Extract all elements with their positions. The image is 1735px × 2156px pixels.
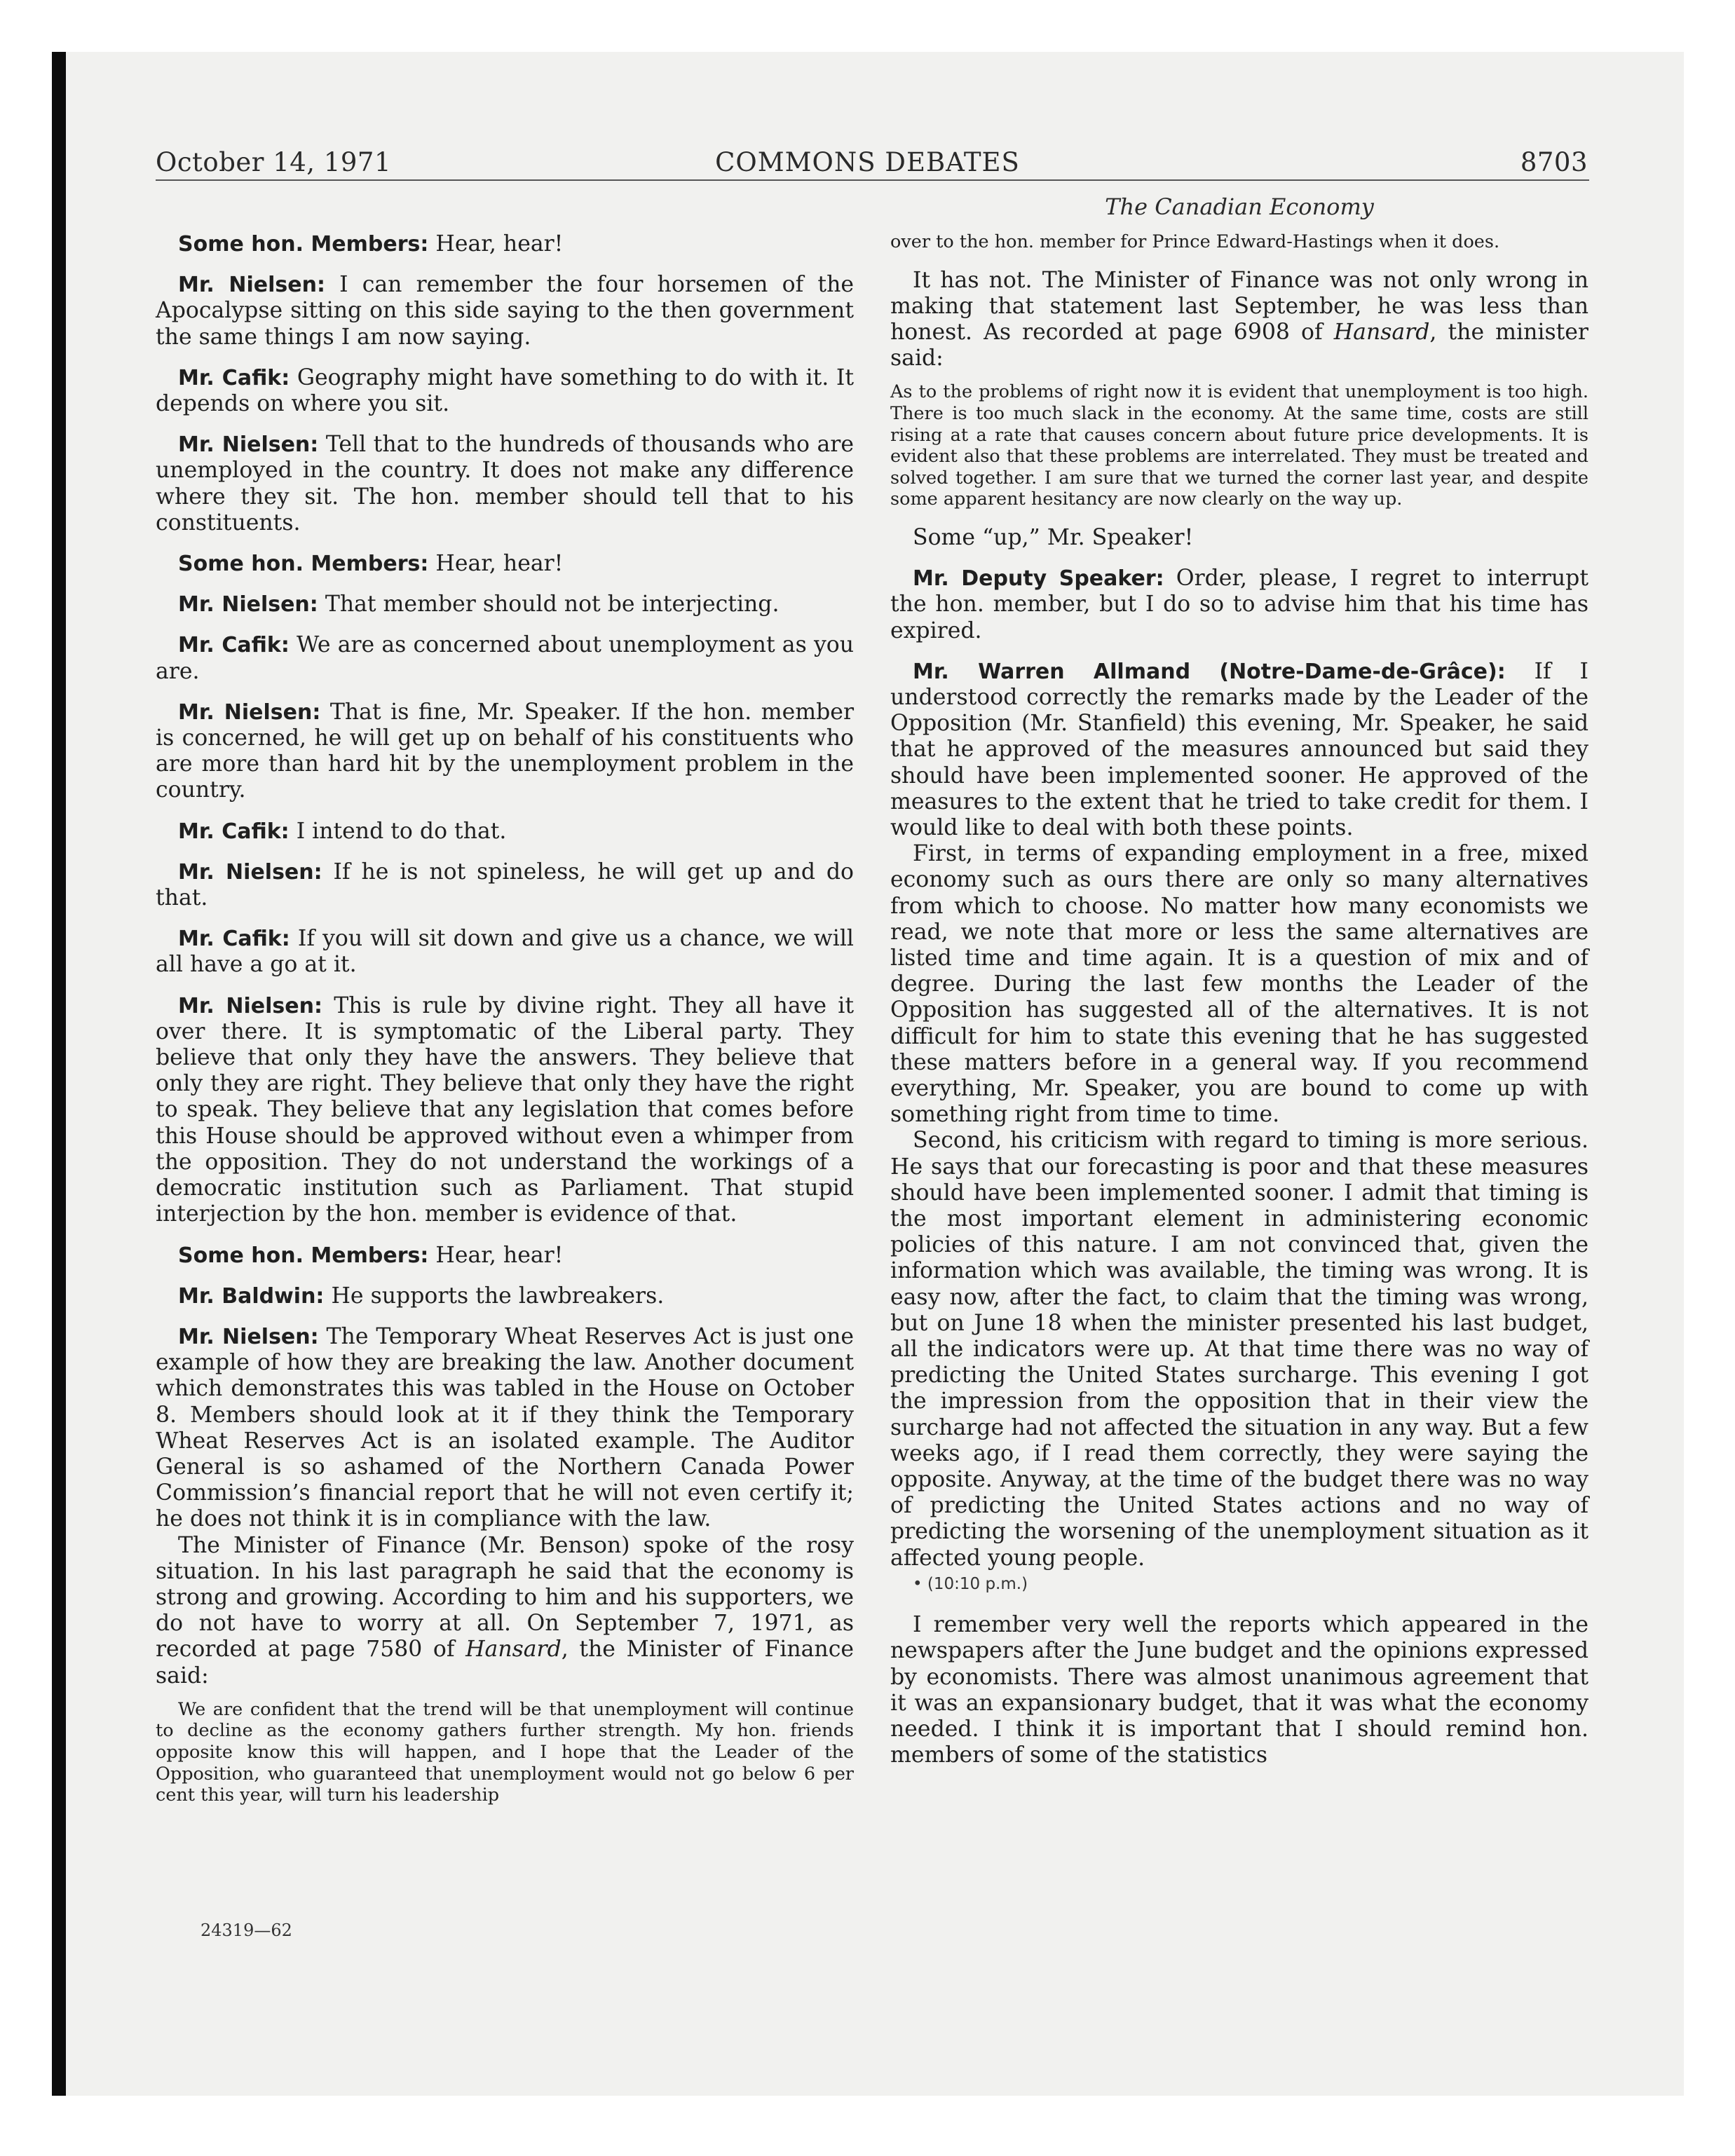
hansard-italic: Hansard	[465, 1637, 562, 1663]
speech-paragraph	[890, 659, 1588, 841]
section-title: The Canadian Economy	[1105, 193, 1374, 220]
speaker-name: Mr. Nielsen:	[178, 700, 321, 725]
body-paragraph: First, in terms of expanding employment in a free, mixed economy such as ours there are only so many alternatives from which to choose. No matter how many economists we read, we note that more or less the same alternatives are listed time and time again. It is a question of mix and of degree. During the last few months the Leader of the Opposition has suggested all of the alternatives. It is not difficult for him to state this evening that he has suggested these matters before in a general way. If you recommend everything, Mr. Speaker, you are bound to come up with something right from time to time.	[890, 841, 1588, 1128]
body-paragraph: Second, his criticism with regard to timing is more serious. He says that our forecasting is poor and that these measures should have been implemented sooner. I admit that timing is the most important element in administering economic policies of this nature. I am not convinced that, given the information which was available, the timing was wrong. It is easy now, after the fact, to claim that the timing was wrong, but on June 18 when the minister presented his last budget, all the indicators were up. At that time there was no way of predicting the United States surcharge. This evening I got the impression from the opposition that in their view the surcharge had not affected the situation in any way. But a few weeks ago, if I read them correctly, they were saying the opposite. Anyway, at the time of the budget there was no way of predicting the United States actions and no way of predicting the worsening of the unemployment situation as it affected young people.	[890, 1128, 1588, 1571]
speaker-name: Mr. Cafik:	[178, 365, 290, 390]
speech-text: I intend to do that.	[296, 818, 507, 844]
speech-paragraph	[156, 432, 854, 536]
speech-text: This is rule by divine right. They all have it over there. It is symptomatic of the Liberal party. They believe that only they have the answers. They believe that only they are right. They believe that only they have the right to speak. They believe that any legislation that comes before this House should be approved without even a whimper from the opposition. They do not understand the workings of a democratic institution such as Parliament. That stupid interjection by the hon. member is evidence of that.	[156, 992, 854, 1227]
speaker-name: Mr. Nielsen:	[178, 1324, 319, 1349]
speaker-name: Mr. Nielsen:	[178, 432, 319, 458]
speech-text: Order, please, I regret to interrupt the hon. member, but I do so to advise him that his time has expired.	[890, 566, 1588, 643]
quoted-statement-continued: over to the hon. member for Prince Edward-Hastings when it does.	[890, 231, 1500, 252]
speech-text: If I understood correctly the remarks made by the Leader of the Opposition (Mr. Stanfield) this evening, Mr. Speaker, he said that he approved of the measures announced but said they should have been implemented sooner. He approved of the measures to the extent that he tried to take credit for them. I would like to deal with both these points.	[890, 658, 1588, 840]
speech-text: The Temporary Wheat Reserves Act is just one example of how they are breaking the law. Another document which demonstrates this was tabled in the House on October 8. Members should look at it if they think the Temporary Wheat Reserves Act is an isolated example. The Auditor General is so ashamed of the Northern Canada Power Commission’s financial report that he will not even certify it; he does not think it is in compliance with the law.	[156, 1323, 855, 1532]
body-paragraph: Some “up,” Mr. Speaker!	[913, 524, 1194, 550]
speech-paragraph	[890, 566, 1588, 644]
speech-paragraph	[156, 859, 854, 911]
speaker-name: Mr. Nielsen:	[178, 993, 322, 1018]
speech-paragraph	[156, 632, 854, 684]
speech-paragraph	[156, 365, 854, 417]
binding-edge	[52, 52, 66, 2096]
speech-paragraph	[156, 231, 854, 257]
right-column	[890, 231, 1588, 1783]
speaker-name: Mr. Nielsen:	[178, 592, 318, 618]
speech-paragraph	[156, 1243, 854, 1269]
speech-text: Hear, hear!	[435, 231, 564, 257]
speaker-name: Mr. Deputy Speaker:	[913, 566, 1164, 592]
speaker-name: Mr. Cafik:	[178, 819, 290, 844]
speech-text: Tell that to the hundreds of thousands who are unemployed in the country. It does not make any difference where they sit. The hon. member should tell that to his constituents.	[156, 432, 854, 535]
speech-text: Geography might have something to do with it. It depends on where you sit.	[156, 364, 854, 417]
body-paragraph: It has not. The Minister of Finance was not only wrong in making that statement last September, he was less than honest. As recorded at page 6908 of Hansard, the minister said:	[890, 267, 1588, 371]
speaker-name: Mr. Warren Allmand (Notre-Dame-de-Grâce):	[913, 659, 1506, 684]
speaker-name: Some hon. Members:	[178, 232, 429, 257]
speech-paragraph	[156, 926, 854, 978]
quoted-statement: We are confident that the trend will be that unemployment will continue to decline as the economy gathers further strength. My hon. friends opposite know this will happen, and I hope that the Leader of the Opposition, who guaranteed that unemployment would not go below 6 per cent this year, will turn his leadership	[156, 1698, 854, 1806]
speaker-name: Mr. Nielsen:	[178, 859, 322, 885]
speech-text: That is fine, Mr. Speaker. If the hon. member is concerned, he will get up on behalf of his constituents who are more than hard hit by the unemployment problem in the country.	[156, 699, 854, 803]
speaker-name: Some hon. Members:	[178, 552, 429, 577]
speaker-name: Mr. Cafik:	[178, 927, 290, 952]
body-paragraph: The Minister of Finance (Mr. Benson) spoke of the rosy situation. In his last paragraph he said that the economy is strong and growing. According to him and his supporters, we do not have to worry at all. On September 7, 1971, as recorded at page 7580 of Hansard, the Minister of Finance said:	[156, 1532, 854, 1688]
speech-text: I can remember the four horsemen of the Apocalypse sitting on this side saying to the then government the same things I am now saying.	[156, 272, 854, 350]
speech-text: He supports the lawbreakers.	[331, 1283, 665, 1309]
speech-paragraph	[156, 1324, 854, 1533]
timestamp: • (10:10 p.m.)	[913, 1574, 1028, 1593]
header-date: October 14, 1971	[156, 147, 391, 177]
speaker-name: Mr. Nielsen:	[178, 273, 325, 298]
header-title: COMMONS DEBATES	[715, 147, 1020, 177]
body-paragraph: I remember very well the reports which appeared in the newspapers after the June budget and the opinions expressed by economists. There was almost unanimous agreement that it was an expansionary budget, that it was what the economy needed. I think it is important that I should remind hon. members of some of the statistics	[890, 1612, 1588, 1768]
hansard-italic: Hansard	[1333, 320, 1430, 345]
speech-paragraph	[156, 1283, 854, 1309]
left-column	[156, 231, 854, 1821]
speech-paragraph	[156, 819, 854, 845]
speaker-name: Mr. Cafik:	[178, 633, 290, 658]
speaker-name: Some hon. Members:	[178, 1243, 429, 1268]
header-page-number: 8703	[1520, 147, 1588, 177]
speech-text: If he is not spineless, he will get up and do that.	[156, 859, 854, 911]
speech-paragraph	[156, 592, 854, 618]
speech-paragraph	[156, 993, 854, 1228]
quoted-statement: As to the problems of right now it is evident that unemployment is too high. There is too much slack in the economy. At the same time, costs are still rising at a rate that causes concern about future price developments. It is evident also that these problems are interrelated. They must be treated and solved together. I am sure that we turned the corner last year, and despite some apparent hesitancy are now clearly on the way up.	[890, 381, 1588, 510]
speech-text: If you will sit down and give us a chance, we will all have a go at it.	[156, 926, 854, 978]
speech-text: We are as concerned about unemployment as you are.	[156, 632, 854, 684]
speech-paragraph	[156, 551, 854, 577]
speech-text: Hear, hear!	[435, 551, 564, 577]
speech-paragraph	[156, 700, 854, 804]
speaker-name: Mr. Baldwin:	[178, 1283, 325, 1309]
speech-text: Hear, hear!	[435, 1242, 564, 1268]
speech-text: That member should not be interjecting.	[325, 592, 780, 618]
header-rule	[156, 179, 1589, 181]
speech-paragraph	[156, 272, 854, 350]
footer-code: 24319—62	[200, 1920, 292, 1940]
